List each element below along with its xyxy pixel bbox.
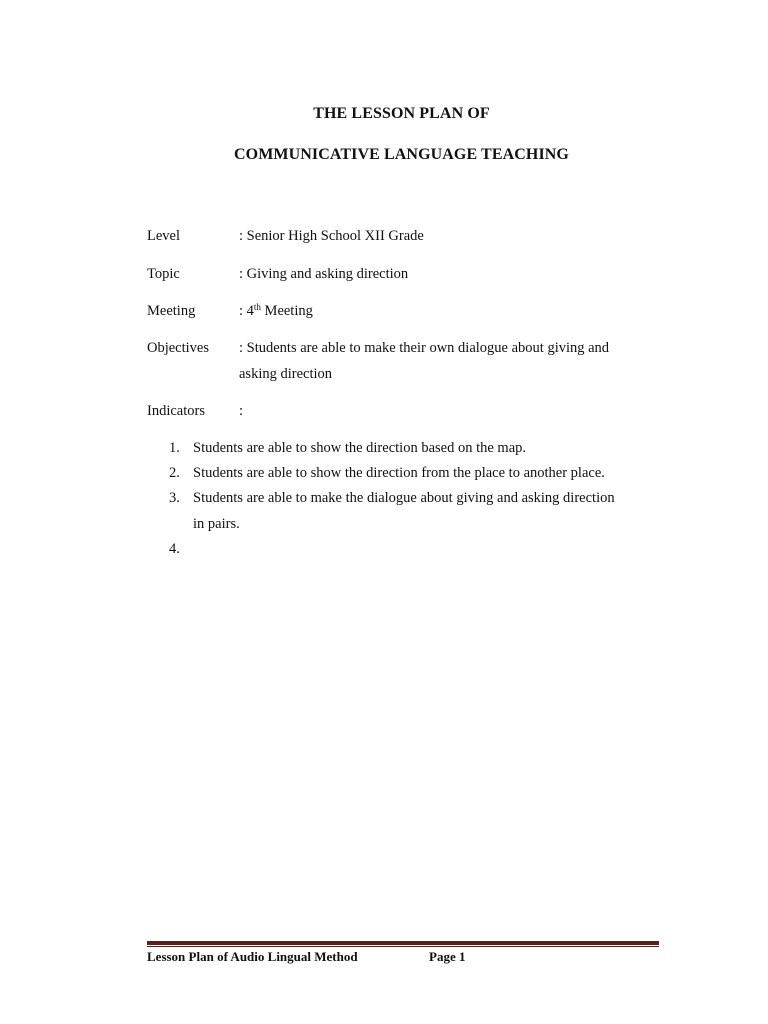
list-item-text-line-2: in pairs.: [193, 516, 240, 532]
field-level-value: : Senior High School XII Grade: [239, 228, 424, 244]
list-item-text: Students are able to show the direction based on the map.: [193, 440, 527, 456]
field-topic-value: : Giving and asking direction: [239, 266, 409, 282]
field-meeting-value: [239, 298, 659, 324]
field-meeting-label: Meeting: [147, 303, 196, 319]
document-title-line-2: COMMUNICATIVE LANGUAGE TEACHING: [234, 146, 569, 163]
field-objectives-label: Objectives: [147, 340, 210, 356]
field-indicators-value: :: [239, 403, 244, 419]
list-item-text: Students are able to show the direction from the place to another place.: [193, 465, 605, 481]
document-title-line-1: THE LESSON PLAN OF: [313, 105, 490, 122]
field-topic-label: Topic: [147, 266, 180, 282]
field-objectives-value-line-1: : Students are able to make their own dialogue about giving and: [239, 340, 610, 356]
list-item-text-line-1: Students are able to make the dialogue about giving and asking direction: [193, 490, 615, 506]
field-indicators-label: Indicators: [147, 403, 205, 419]
field-objectives-value-line-2: asking direction: [239, 366, 333, 382]
footer-rule: [147, 941, 659, 945]
footer-page-number: Page 1: [429, 949, 466, 964]
field-meeting-value-prefix: : 4: [239, 303, 254, 319]
footer-document-name: Lesson Plan of Audio Lingual Method: [147, 949, 358, 964]
list-item-number: 2.: [169, 465, 180, 481]
field-level-label: Level: [147, 228, 181, 244]
field-meeting-value-suffix: Meeting: [260, 303, 313, 319]
list-item-number: 4.: [169, 541, 180, 557]
field-meeting-value-sup: th: [253, 302, 261, 312]
list-item-number: 3.: [169, 490, 180, 506]
field-objectives-value: [239, 335, 659, 387]
list-item-number: 1.: [169, 440, 180, 456]
list-item-text: [193, 485, 663, 537]
footer-rule-thin: [147, 946, 659, 947]
